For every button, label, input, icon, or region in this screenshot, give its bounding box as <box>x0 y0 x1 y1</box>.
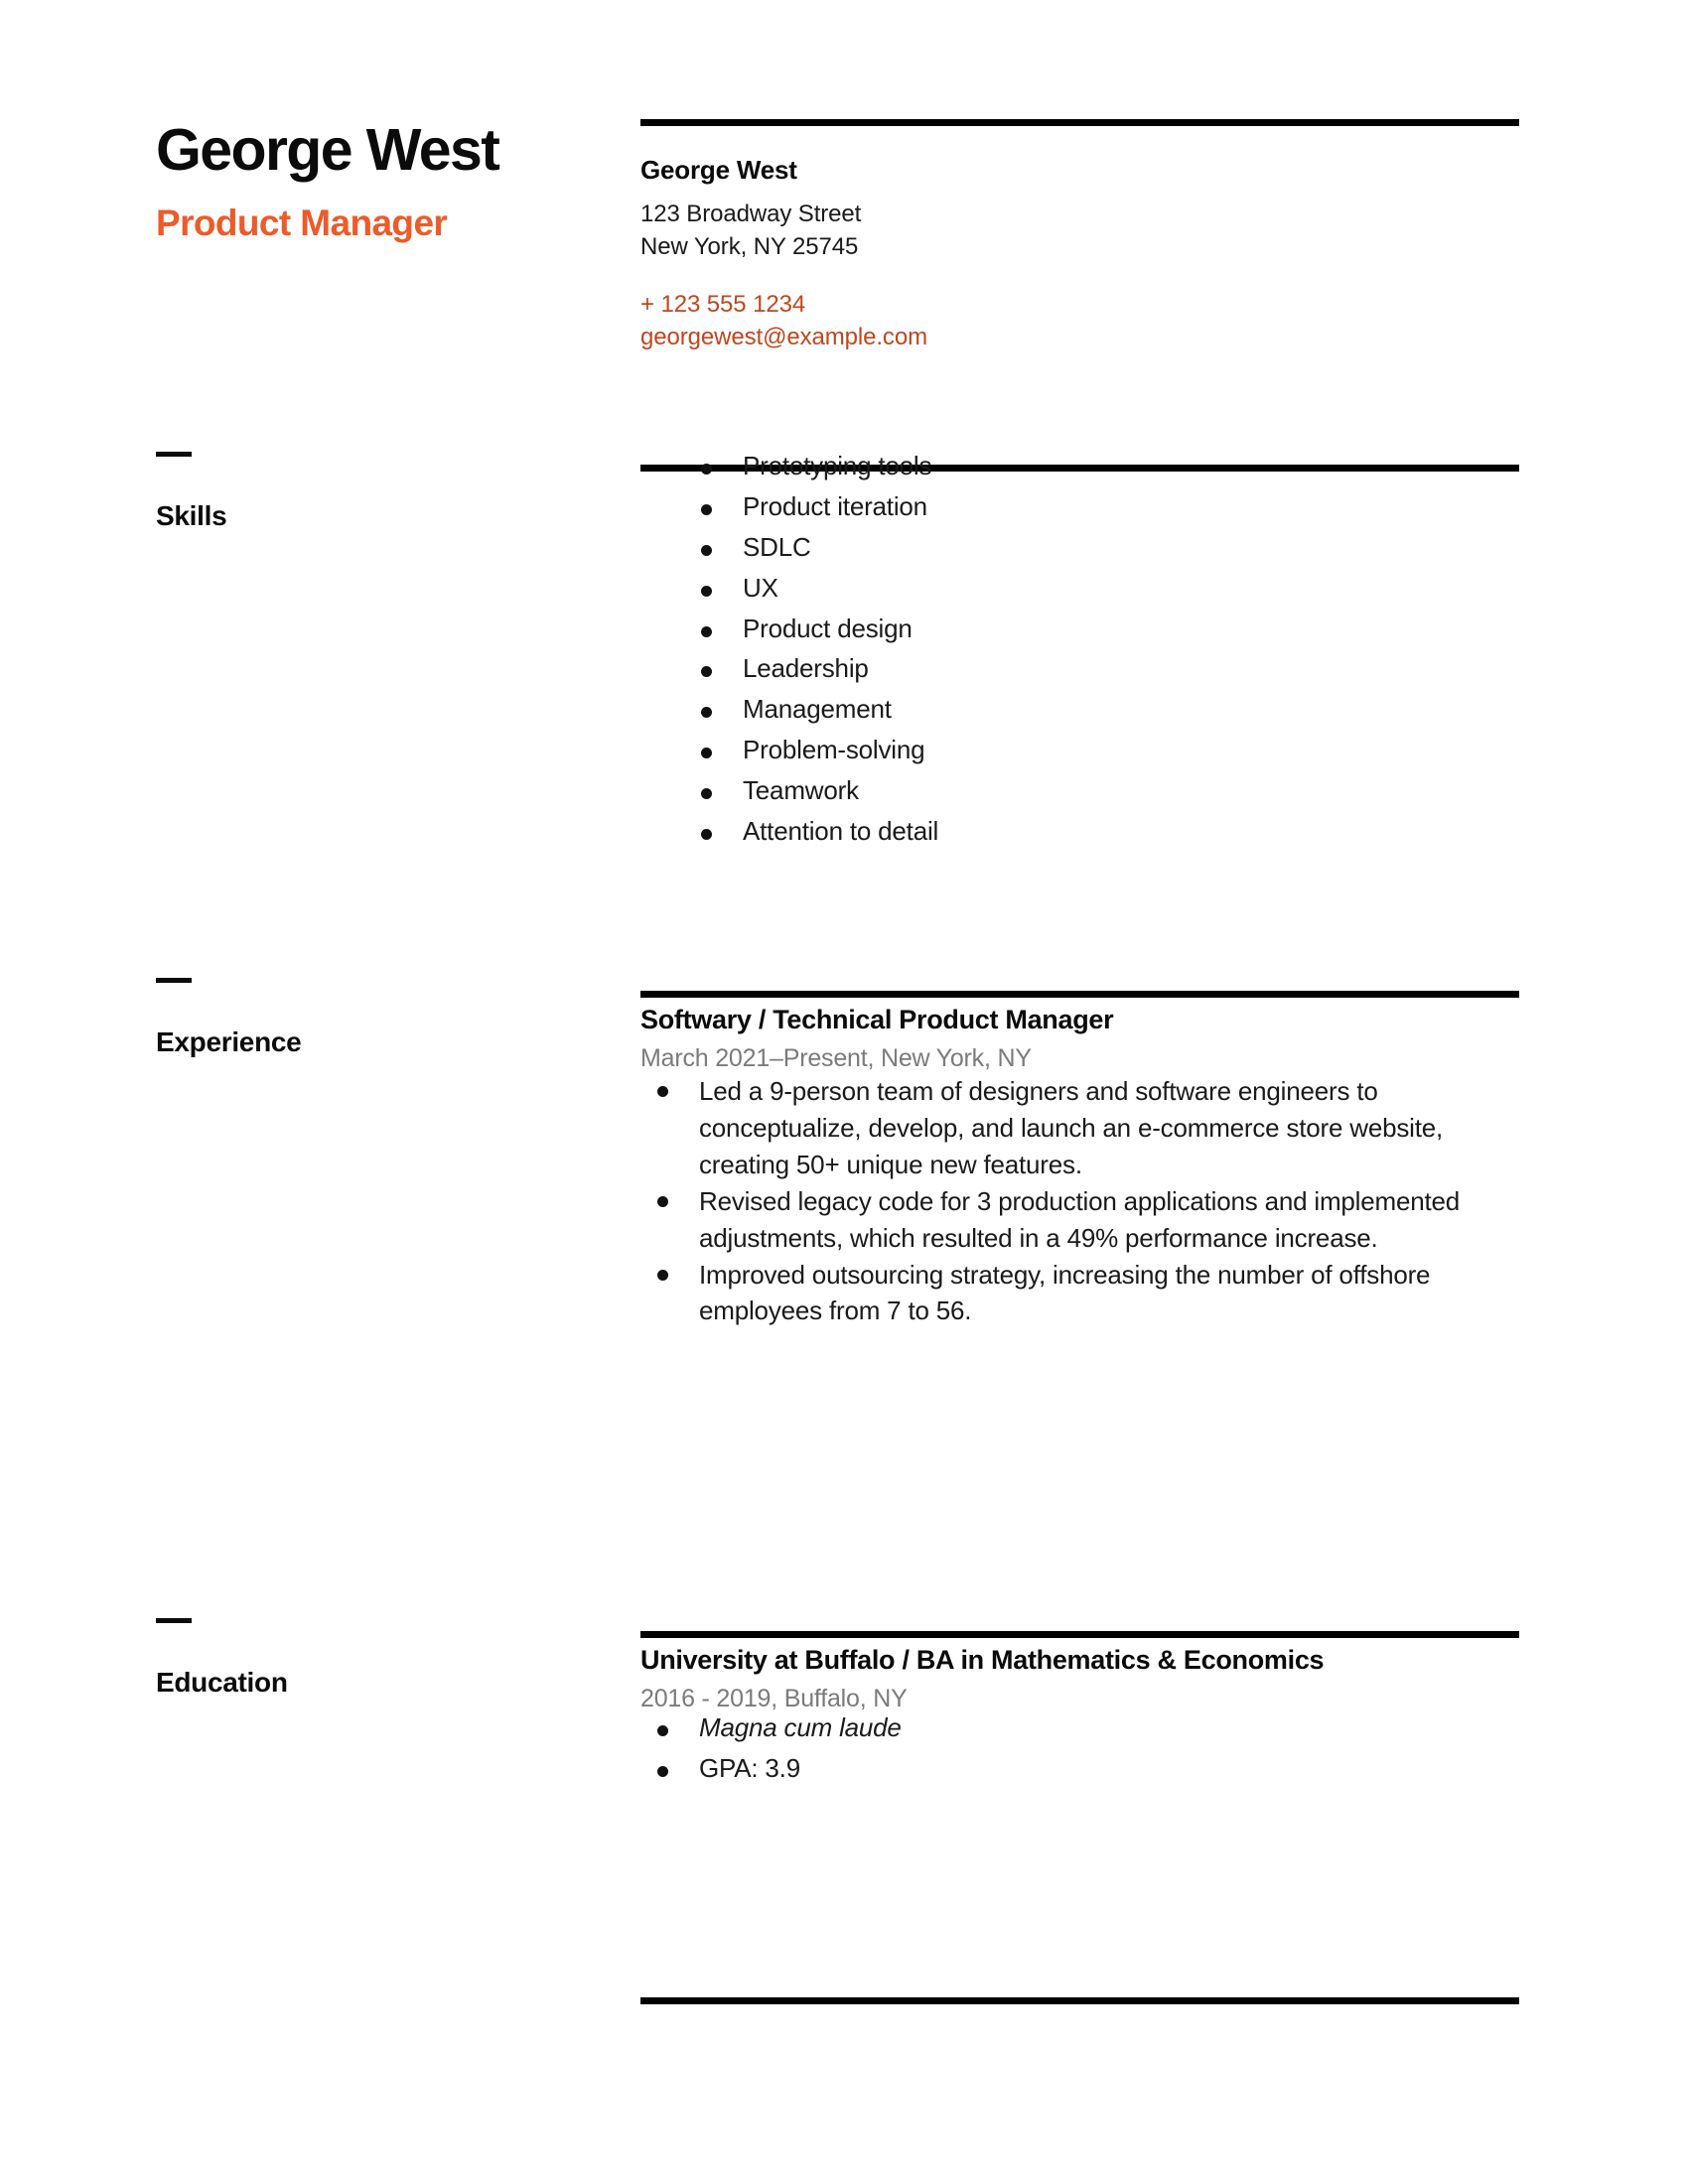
experience-content <box>640 978 1519 1329</box>
list-item: Improved outsourcing strategy, increasing the number of offshore employees from 7 to 56. <box>640 1257 1519 1330</box>
section-dash-icon <box>156 452 192 457</box>
header-section <box>0 119 1688 437</box>
list-item: Product design <box>684 614 1519 644</box>
education-entry-meta: 2016 - 2019, Buffalo, NY <box>640 1685 908 1712</box>
list-item: Prototyping tools <box>684 452 1519 481</box>
header-identity <box>156 119 623 243</box>
experience-bullet-list <box>640 1073 1519 1329</box>
page-title: George West <box>156 117 499 183</box>
contact-block <box>640 119 1519 354</box>
list-item: Leadership <box>684 654 1519 684</box>
experience-label-col <box>156 978 623 1058</box>
job-role-subtitle: Product Manager <box>156 202 448 243</box>
contact-phone[interactable]: + 123 555 1234 <box>640 291 806 319</box>
skills-list <box>684 452 1519 847</box>
footer-divider-rule <box>640 1997 1519 2004</box>
list-item: Magna cum laude <box>640 1713 1519 1743</box>
list-item: Attention to detail <box>684 817 1519 847</box>
section-dash-icon <box>156 978 192 983</box>
list-item: GPA: 3.9 <box>640 1754 1519 1784</box>
section-label-experience: Experience <box>156 1026 302 1057</box>
list-item: Teamwork <box>684 776 1519 806</box>
section-label-skills: Skills <box>156 500 227 531</box>
section-dash-icon <box>156 1618 192 1623</box>
education-content <box>640 1618 1519 1795</box>
contact-address-line-1: 123 Broadway Street <box>640 201 862 227</box>
list-item: SDLC <box>684 533 1519 563</box>
list-item: Revised legacy code for 3 production applications and implemented adjustments, which resulted in a 49% performance increase. <box>640 1183 1519 1257</box>
list-item: UX <box>684 574 1519 604</box>
education-bullet-list <box>640 1713 1519 1784</box>
list-item: Led a 9-person team of designers and software engineers to conceptualize, develop, and launch an e-commerce store website, creating 50+ unique new features. <box>640 1073 1519 1183</box>
list-item: Product iteration <box>684 492 1519 522</box>
contact-name: George West <box>640 155 797 185</box>
contact-email[interactable]: georgewest@example.com <box>640 323 927 350</box>
header-divider-rule <box>640 119 1519 126</box>
experience-entry-meta: March 2021–Present, New York, NY <box>640 1044 1032 1072</box>
education-entry-title: University at Buffalo / BA in Mathematics & Economics <box>640 1645 1325 1675</box>
education-label-col <box>156 1618 623 1699</box>
section-label-education: Education <box>156 1667 288 1698</box>
list-item: Problem-solving <box>684 736 1519 765</box>
experience-entry-title: Softwary / Technical Product Manager <box>640 1005 1114 1034</box>
contact-address-line-2: New York, NY 25745 <box>640 232 859 260</box>
list-item: Management <box>684 695 1519 725</box>
contact-spacer <box>640 263 1519 289</box>
skills-label-col <box>156 452 623 532</box>
skills-content <box>640 452 1519 858</box>
